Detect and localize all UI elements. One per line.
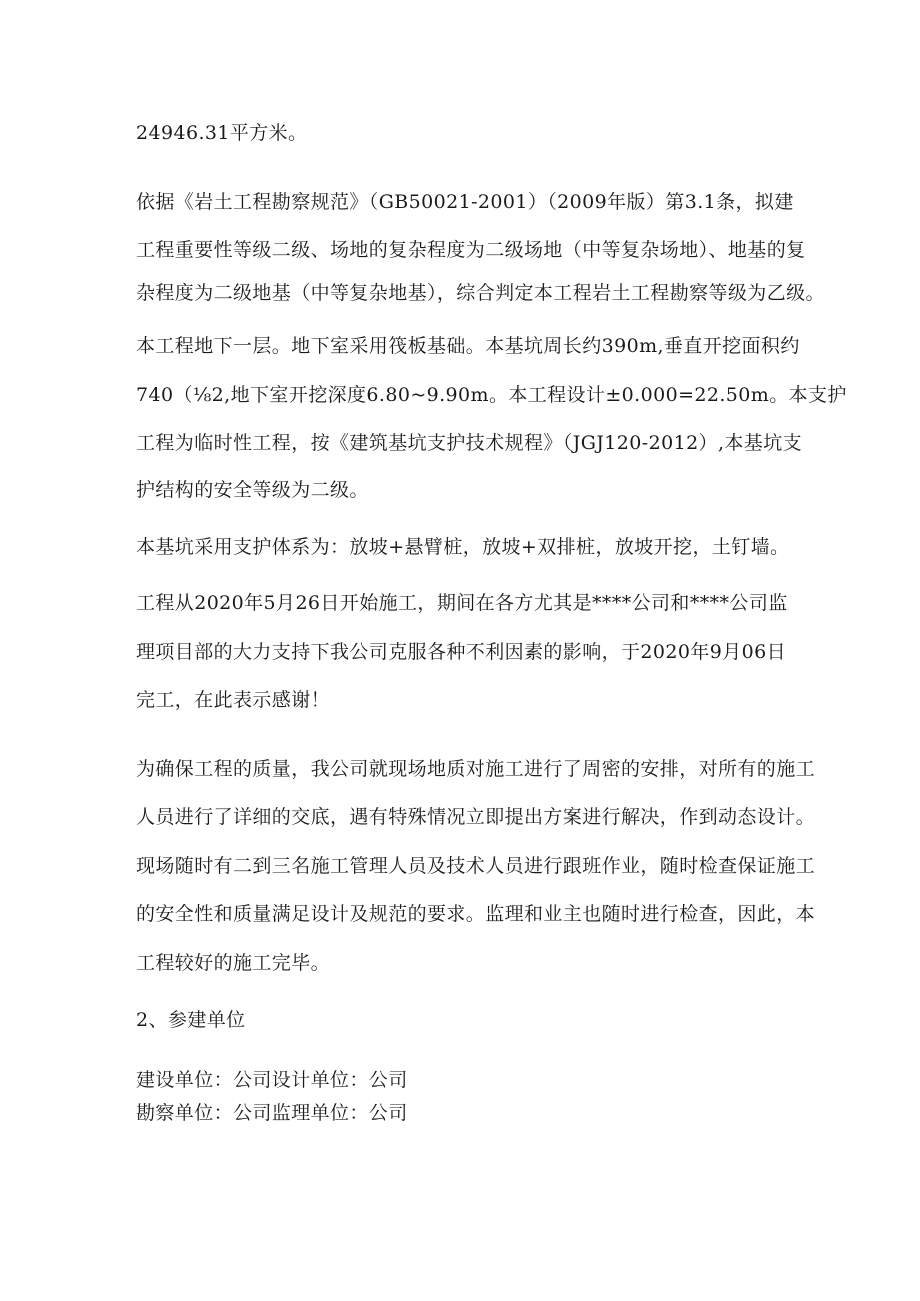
text-line: 工程从2020年5月26日开始施工，期间在各方尤其是****公司和****公司监 bbox=[136, 592, 788, 614]
text-line: 的安全性和质量满足设计及规范的要求。监理和业主也随时进行检查，因此，本 bbox=[136, 903, 816, 925]
text-line: 人员进行了详细的交底，遇有特殊情况立即提出方案进行解决，作到动态设计。 bbox=[136, 806, 816, 828]
text-line: 24946.31平方米。 bbox=[136, 122, 308, 144]
text-line: 工程为临时性工程，按《建筑基坑支护技术规程》（JGJ120-2012）,本基坑支 bbox=[136, 432, 802, 454]
section-heading: 2、参建单位 bbox=[136, 1009, 246, 1031]
text-line: 杂程度为二级地基（中等复杂地基），综合判定本工程岩土工程勘察等级为乙级。 bbox=[136, 282, 825, 304]
text-line: 理项目部的大力支持下我公司克服各种不利因素的影响，于2020年9月06日 bbox=[136, 641, 787, 663]
text-line: 本基坑采用支护体系为：放坡+悬臂桩，放坡+双排桩，放坡开挖，土钉墙。 bbox=[136, 536, 790, 558]
text-line: 为确保工程的质量，我公司就现场地质对施工进行了周密的安排，对所有的施工 bbox=[136, 758, 816, 780]
text-line: 建设单位：公司设计单位：公司 bbox=[136, 1069, 408, 1091]
text-line: 本工程地下一层。地下室采用筏板基础。本基坑周长约390m,垂直开挖面积约 bbox=[136, 335, 800, 357]
text-line: 勘察单位：公司监理单位：公司 bbox=[136, 1102, 408, 1124]
text-line: 完工，在此表示感谢！ bbox=[136, 689, 331, 711]
text-line: 工程重要性等级二级、场地的复杂程度为二级场地（中等复杂场地）、地基的复 bbox=[136, 239, 806, 261]
text-line: 依据《岩土工程勘察规范》（GB50021-2001）（2009年版）第3.1条，拟建 bbox=[136, 191, 794, 213]
text-line: 工程较好的施工完毕。 bbox=[136, 952, 331, 974]
text-line: 现场随时有二到三名施工管理人员及技术人员进行跟班作业，随时检查保证施工 bbox=[136, 855, 816, 877]
text-line: 740（⅛2,地下室开挖深度6.80~9.90m。本工程设计±0.000=22.50m。本支护 bbox=[136, 384, 847, 406]
text-line: 护结构的安全等级为二级。 bbox=[136, 479, 369, 501]
